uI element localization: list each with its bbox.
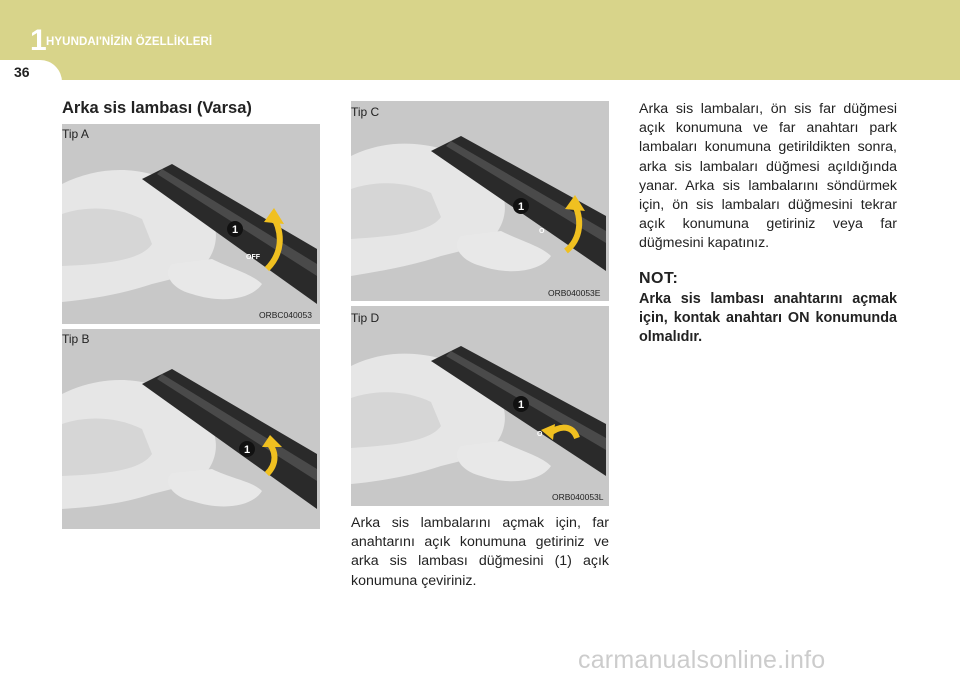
photo-tip-b (62, 329, 320, 529)
photo-label-tip-c: Tip C (351, 105, 380, 119)
stalk-hand-illustration-d (351, 306, 609, 506)
section-title: Arka sis lambası (Varsa) (62, 99, 252, 117)
page-number: 36 (14, 64, 30, 80)
photo-code-tip-c: ORB040053E (548, 288, 601, 298)
chapter-title: HYUNDAI'NİZİN ÖZELLİKLERİ (46, 36, 213, 48)
chapter-number: 1 (30, 24, 47, 57)
photo-label-tip-a: Tip A (62, 127, 89, 141)
right-description-text: Arka sis lambaları, ön sis far düğmesi açık konumuna ve far anahtarı park lambaları konumuna getirildikten sonra, arka sis lambaları düğmesi açıldığında yanar. Arka sis lambalarını söndürmek için, ön sis lambaları düğmesini tekrar açık konumuna getiriniz veya far düğmesini kapatınız. (639, 101, 897, 252)
photo-tip-d (351, 306, 609, 506)
chapter-header (0, 0, 960, 80)
photo-tip-c (351, 101, 609, 301)
page-number-tab (0, 60, 62, 82)
switch-label-d: O (537, 431, 543, 438)
switch-label-a: OFF (246, 254, 260, 261)
photo-code-tip-d: ORB040053L (552, 492, 604, 502)
note-title: NOT: (639, 270, 679, 287)
callout-number-d: 1 (517, 399, 525, 411)
switch-label-c: O (539, 228, 545, 235)
callout-number-c: 1 (517, 201, 525, 213)
photo-code-tip-a: ORBC040053 (259, 310, 312, 320)
stalk-hand-illustration-c (351, 101, 609, 301)
photo-label-tip-d: Tip D (351, 311, 380, 325)
stalk-hand-illustration-b (62, 329, 320, 529)
callout-number-b: 1 (243, 444, 251, 456)
watermark: carmanualsonline.info (578, 646, 826, 674)
photo-label-tip-b: Tip B (62, 332, 90, 346)
callout-number-a: 1 (231, 224, 239, 236)
note-text: Arka sis lambası anahtarını açmak için, kontak anahtarı ON konumunda olmalıdır. (639, 291, 897, 345)
middle-instruction-text: Arka sis lambalarını açmak için, far anahtarını açık konumuna getiriniz ve arka sis lambası düğmesini (1) açık konumuna çeviriniz. (351, 515, 609, 589)
photo-tip-a (62, 124, 320, 324)
stalk-hand-illustration-a (62, 124, 320, 324)
